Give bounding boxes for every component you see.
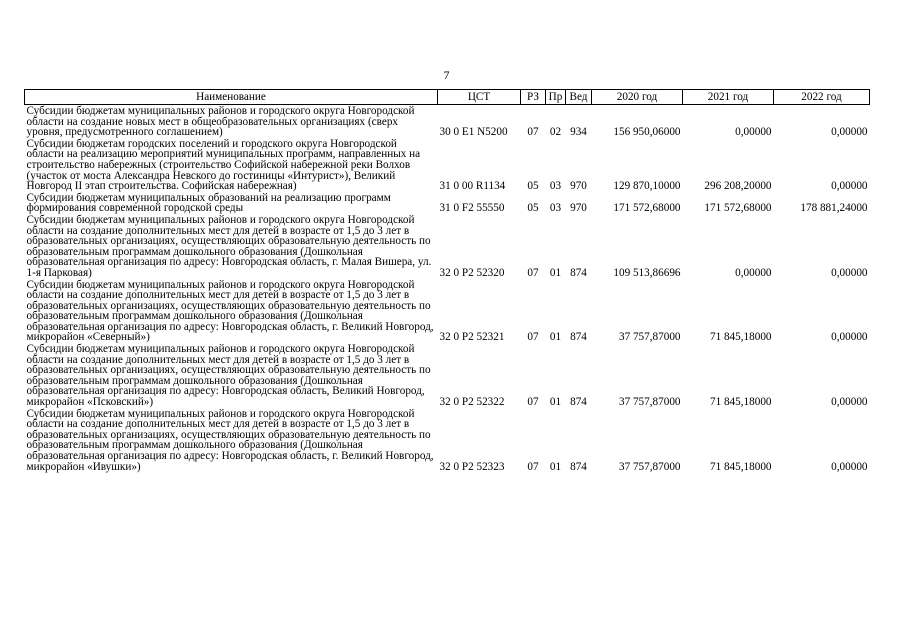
row-name: Субсидии бюджетам муниципальных районов и городского округа Новгородской области на создание новых мест в общеобразовательных организациях (сверх уровня, предусмотренного соглашением) xyxy=(26,105,415,139)
row-2021: 0,00000 xyxy=(735,266,772,279)
table-row xyxy=(25,138,870,192)
header-pr: Пр xyxy=(546,90,566,105)
row-2022: 0,00000 xyxy=(831,396,868,409)
row-2021: 0,00000 xyxy=(735,126,772,139)
row-pr: 03 xyxy=(549,180,562,193)
row-2021: 71 845,18000 xyxy=(709,331,772,344)
row-2022: 178 881,24000 xyxy=(800,202,868,215)
row-name: Субсидии бюджетам муниципальных образований на реализацию программ формирования современной городской среды xyxy=(26,191,391,215)
table-row xyxy=(25,214,870,279)
row-pr: 01 xyxy=(549,396,562,409)
row-2020: 37 757,87000 xyxy=(618,460,681,473)
row-cst: 32 0 P2 52322 xyxy=(439,396,505,409)
row-2020: 37 757,87000 xyxy=(618,331,681,344)
table-row xyxy=(25,343,870,408)
row-rz: 07 xyxy=(527,126,539,139)
row-2021: 71 845,18000 xyxy=(709,460,772,473)
row-2022: 0,00000 xyxy=(831,180,868,193)
row-name: Субсидии бюджетам муниципальных районов и городского округа Новгородской области на создание дополнительных мест для детей в возрасте от 1,5 до 3 лет в образовательных организациях, осуществляющих образовательную деятельность по образовательным программам дошкольного образования (Дошкольная образовательная организация по адресу: Новгородская область, Великий Новгород, микрорайон «Псковский») xyxy=(26,343,431,409)
row-rz: 05 xyxy=(527,202,539,215)
row-rz: 07 xyxy=(527,266,539,279)
header-2020: 2020 год xyxy=(592,90,683,105)
table-row xyxy=(25,105,870,138)
row-rz: 07 xyxy=(527,460,539,473)
header-name: Наименование xyxy=(25,90,438,105)
row-ved: 970 xyxy=(570,180,587,193)
row-2022: 0,00000 xyxy=(831,126,868,139)
row-2020: 156 950,06000 xyxy=(613,126,681,139)
row-rz: 05 xyxy=(527,180,539,193)
row-cst: 31 0 00 R1134 xyxy=(439,180,506,193)
table-header-row xyxy=(25,90,870,105)
row-cst: 32 0 P2 52320 xyxy=(439,266,505,279)
row-2021: 171 572,68000 xyxy=(704,202,772,215)
row-ved: 874 xyxy=(570,331,587,344)
row-name: Субсидии бюджетам муниципальных районов и городского округа Новгородской области на создание дополнительных мест для детей в возрасте от 1,5 до 3 лет в образовательных организациях, осуществляющих образовательную деятельность по образовательным программам дошкольного образования (Дошкольная образовательная организация по адресу: Новгородская область, г. Великий Новгород, микрорайон «Северный») xyxy=(26,278,434,344)
row-2021: 71 845,18000 xyxy=(709,396,772,409)
row-rz: 07 xyxy=(527,396,539,409)
header-2022: 2022 год xyxy=(774,90,870,105)
budget-table xyxy=(24,89,870,472)
row-2020: 129 870,10000 xyxy=(613,180,681,193)
row-name: Субсидии бюджетам муниципальных районов и городского округа Новгородской области на создание дополнительных мест для детей в возрасте от 1,5 до 3 лет в образовательных организациях, осуществляющих образовательную деятельность по образовательным программам дошкольного образования (Дошкольная образовательная организация по адресу: Новгородская область, г. Малая Вишера, ул. 1-я Парковая) xyxy=(26,213,432,279)
row-ved: 874 xyxy=(570,396,587,409)
row-2022: 0,00000 xyxy=(831,460,868,473)
row-pr: 01 xyxy=(549,460,562,473)
table-row xyxy=(25,192,870,214)
table-row xyxy=(25,408,870,473)
header-rz: РЗ xyxy=(521,90,546,105)
row-ved: 874 xyxy=(570,460,587,473)
header-2021: 2021 год xyxy=(683,90,774,105)
row-name: Субсидии бюджетам муниципальных районов и городского округа Новгородской области на создание дополнительных мест для детей в возрасте от 1,5 до 3 лет в образовательных организациях, осуществляющих образовательную деятельность по образовательным программам дошкольного образования (Дошкольная образовательная организация по адресу: Новгородская область, г. Великий Новгород, микрорайон «Ивушки») xyxy=(26,407,434,473)
row-2022: 0,00000 xyxy=(831,266,868,279)
row-2021: 296 208,20000 xyxy=(704,180,772,193)
row-pr: 01 xyxy=(549,331,562,344)
header-ved: Вед xyxy=(566,90,592,105)
row-2020: 109 513,86696 xyxy=(613,266,681,279)
header-cst: ЦСТ xyxy=(438,90,521,105)
row-pr: 03 xyxy=(549,202,562,215)
row-2022: 0,00000 xyxy=(831,331,868,344)
row-2020: 37 757,87000 xyxy=(618,396,681,409)
row-2020: 171 572,68000 xyxy=(613,202,681,215)
row-cst: 31 0 F2 55550 xyxy=(439,202,505,215)
row-cst: 32 0 P2 52323 xyxy=(439,460,505,473)
row-ved: 970 xyxy=(570,202,587,215)
row-name: Субсидии бюджетам городских поселений и городского округа Новгородской области на реализацию мероприятий муниципальных программ, направленных на строительство набережных (строительство Софийской набережной реки Волхов (участок от моста Александра Невского до гостиницы «Интурист»), Великий Новгород II этап строительства. Софийская набережная) xyxy=(26,137,421,193)
row-cst: 30 0 E1 N5200 xyxy=(439,126,508,139)
page-number: 7 xyxy=(443,68,450,82)
row-pr: 01 xyxy=(549,266,562,279)
row-pr: 02 xyxy=(549,126,562,139)
row-ved: 934 xyxy=(570,126,587,139)
table-row xyxy=(25,279,870,344)
row-rz: 07 xyxy=(527,331,539,344)
row-cst: 32 0 P2 52321 xyxy=(439,331,505,344)
row-ved: 874 xyxy=(570,266,587,279)
